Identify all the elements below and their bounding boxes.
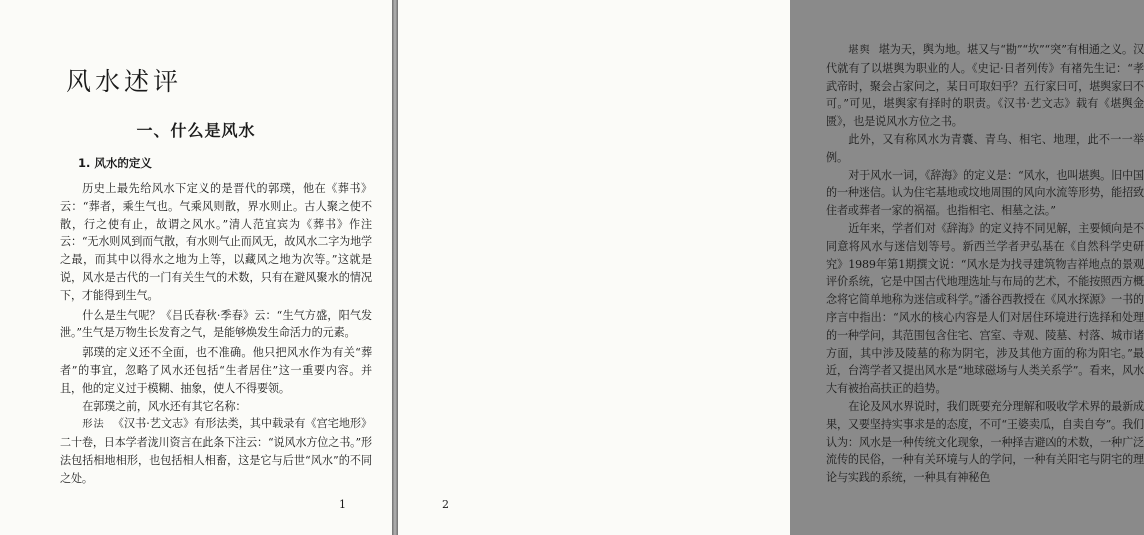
chapter-title: 一、什么是风水 — [136, 121, 256, 140]
book-title: 风水述评 — [66, 67, 183, 96]
right-body-text — [826, 41, 1144, 487]
page-number: 2 — [442, 498, 449, 511]
right-page — [398, 0, 1144, 535]
paragraph-kanyu — [826, 41, 1144, 131]
page-number: 1 — [339, 498, 346, 511]
section-title: 1. 风水的定义 — [78, 156, 152, 170]
left-page — [0, 0, 392, 535]
term-kanyu: 堪舆 — [848, 45, 871, 56]
paragraph: 郭璞的定义还不全面，也不准确。他只把风水作为有关“葬者”的事宜，忽略了风水还包括“生者居住”这一重要内容。并且，他的定义过于模糊、抽象，使人不得要领。 — [60, 346, 372, 395]
left-body-text — [60, 180, 372, 488]
paragraph: 近年来，学者们对《辞海》的定义持不同见解，主要倾向是不同意将风水与迷信划等号。新西兰学者尹弘基在《自然科学史研究》1989年第1期撰文说：“风水是为找寻建筑物吉祥地点的景观评价系统，它是中国古代地理选址与布局的艺术，不能按照西方概念将它简单地称为迷信或科学。”潘谷西教授在《风水探源》一书的序言中指出：“风水的核心内容是人们对居住环境进行选择和处理的一种学问，其范围包含住宅、宫室、寺观、陵墓、村落、城市诸方面，其中涉及陵墓的称为阴宅，涉及其他方面的称为阳宅。”最近，台湾学者又提出风水是“地球磁场与人类关系学”。看来，风水大有被抬高扶正的趋势。 — [826, 221, 1144, 396]
paragraph: 此外，又有称风水为青囊、青乌、相宅、地理，此不一一举例。 — [826, 132, 1144, 164]
paragraph: 在郭璞之前，风水还有其它名称： — [82, 399, 247, 413]
paragraph: 对于风水一词，《辞海》的定义是：“风水，也叫堪舆。旧中国的一种迷信。认为住宅基地或坟地周围的风向水流等形势，能招致住者或葬者一家的祸福。也指相宅、相墓之法。” — [826, 168, 1144, 218]
paragraph: 在论及风水界说时，我们既要充分理解和吸收学术界的最新成果，又要坚持实事求是的态度，不可“王婆卖瓜，自卖自夸”。我们认为：风水是一种传统文化现象，一种择吉避凶的术数，一种广泛流传的民俗，一种有关环境与人的学问，一种有关阳宅与阴宅的理论与实践的系统，一种具有神秘色 — [826, 399, 1144, 485]
term-kanyu-text: 堪为天，舆为地。堪又与“勘”“坎”“突”有相通之义。汉代就有了以堪舆为职业的人。《史记·日者列传》有褚先生记：“孝武帝时，聚会占家问之，某日可取妇乎？五行家曰可，堪舆家曰不可。”可见，堪舆家有择时的职责。《汉书·艺文志》载有《堪舆金匮》，也是说风水方位之书。 — [826, 43, 1144, 129]
term-xingfa: 形法 — [82, 419, 105, 431]
paragraph: 什么是生气呢？《吕氏春秋·季春》云：“生气方盛，阳气发泄。”生气是万物生长发育之气，是能够焕发生命活力的元素。 — [60, 308, 372, 340]
term-xingfa-text: 《汉书·艺文志》有形法类，其中载录有《宫宅地形》二十卷，日本学者泷川资言在此条下注云：“说风水方位之书。”形法包括相地相形，也包括相人相畜，这是它与后世“风水”的不同之处。 — [60, 417, 373, 485]
paragraph-xingfa — [60, 415, 372, 487]
paragraph: 历史上最先给风水下定义的是晋代的郭璞，他在《葬书》云：“葬者，乘生气也。气乘风则散，界水则止。古人聚之使不散，行之使有止，故谓之风水。”清人范宜宾为《葬书》作注云：“无水则风到而气散，有水则气止而风无，故风水二字为地学之最，而其中以得水之地为上等，以藏风之地为次等。”这就是说，风水是古代的一门有关生气的术数，只有在避风聚水的情况下，才能得到生气。 — [60, 182, 372, 302]
